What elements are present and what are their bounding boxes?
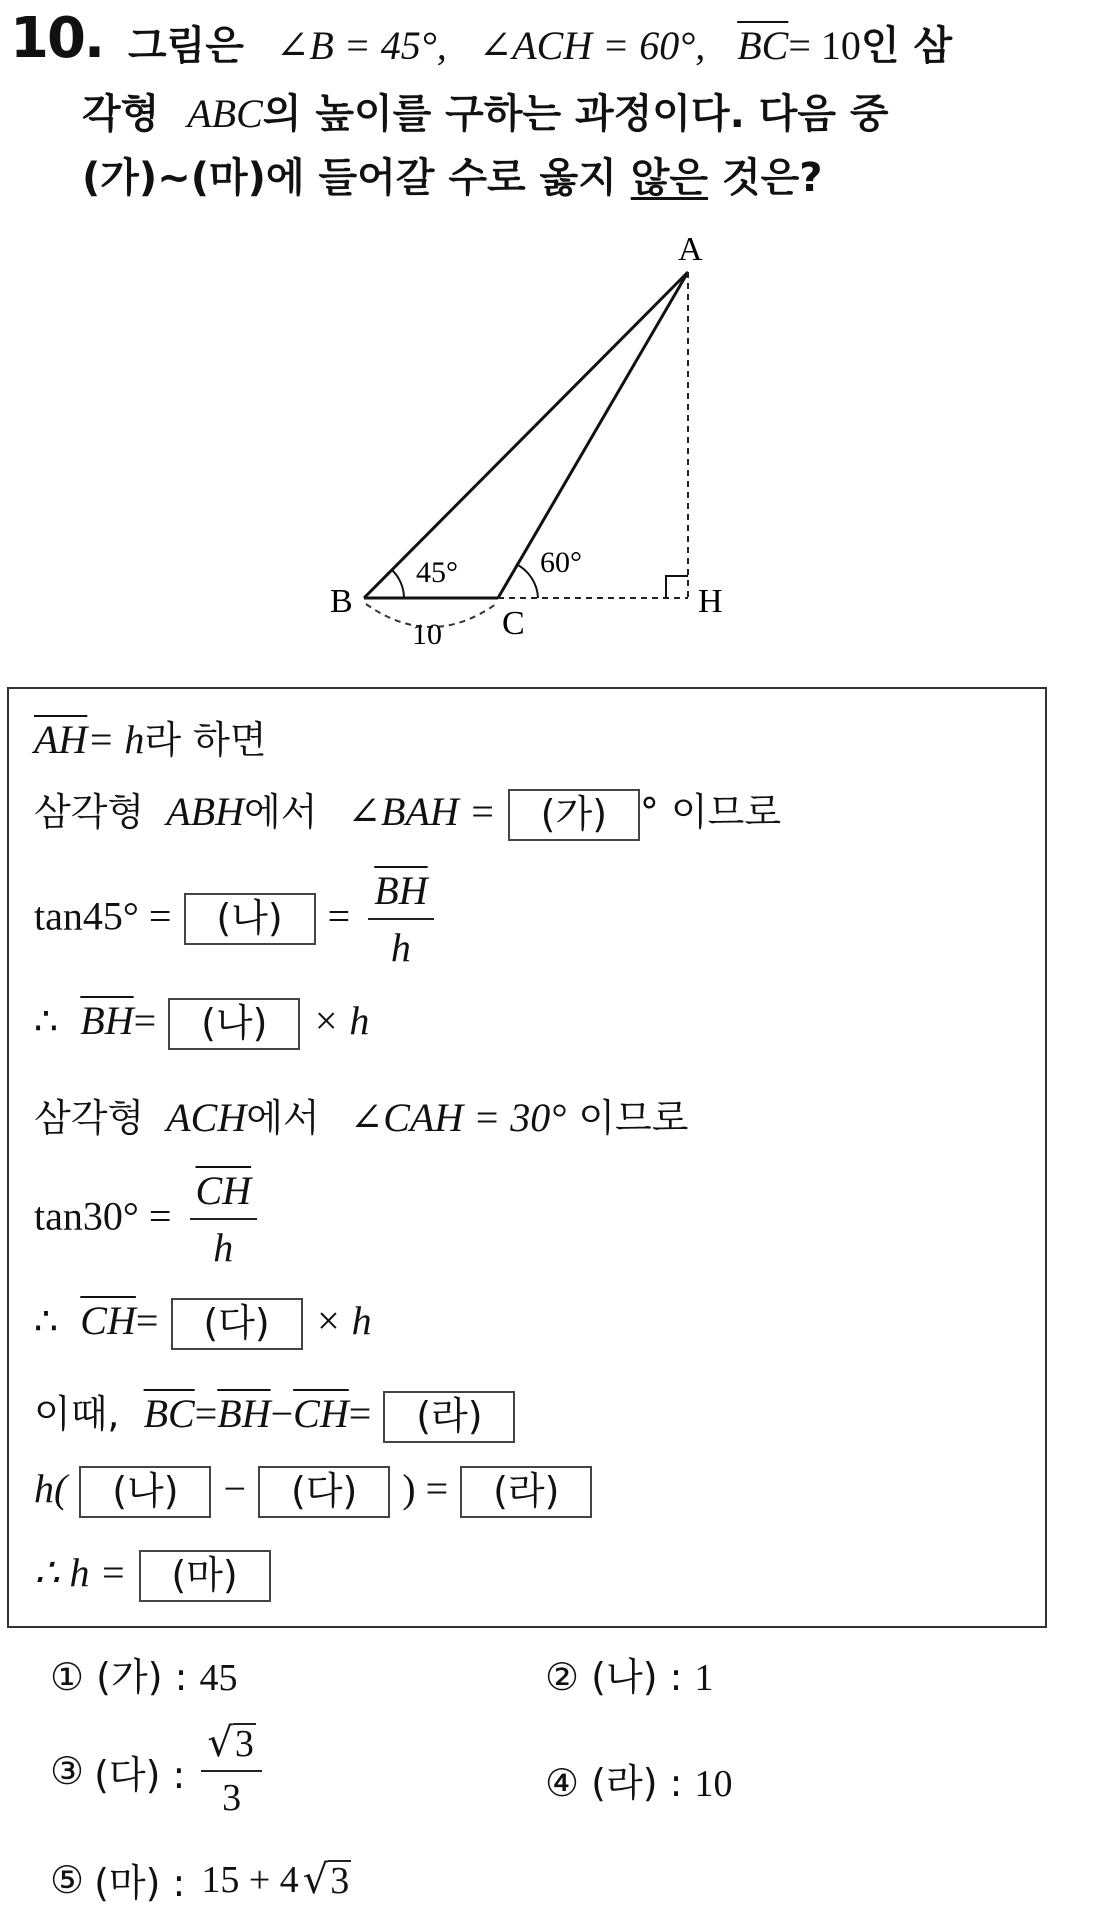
fraction-numerator: $\overline{CH}$ [195, 1168, 252, 1213]
question-text: (가)~(마)에 들어갈 수로 옳지 [82, 155, 617, 201]
h-open-paren: h( [34, 1466, 68, 1511]
proof-line-4 [34, 997, 369, 1050]
angle-b-label: 45° [416, 556, 458, 589]
question-text: 인 삼 [860, 23, 953, 69]
segment-bh: $\overline{BH}$ [217, 1391, 271, 1436]
times-h: × h [312, 998, 370, 1043]
option-mark: ⑤ [50, 1857, 85, 1902]
segment-ch: $\overline{CH}$ [80, 1298, 136, 1343]
triangle-abh: ABH [166, 789, 244, 834]
fraction-denominator: h [390, 925, 411, 970]
segment-ah: $\overline{AH}$ [34, 717, 88, 762]
close-paren-equals: ) = [402, 1466, 449, 1511]
question-text: 것은? [721, 155, 823, 201]
radical-sign: √ [207, 1720, 233, 1766]
equals-sign: = [348, 1391, 372, 1436]
option-label: (가) : [96, 1655, 188, 1699]
condition-bc-value: = 10 [788, 23, 861, 68]
fraction-denominator: h [213, 1225, 234, 1270]
tan45-label: tan45° = [34, 893, 172, 939]
blank-da: (다) [258, 1466, 390, 1518]
option-label: (마) : [94, 1861, 186, 1905]
proof-line-9 [34, 1465, 592, 1518]
question-number: 10. [10, 6, 104, 71]
segment-ch: $\overline{CH}$ [293, 1391, 349, 1436]
condition-segment-bc: $\overline{BC}$ [737, 23, 789, 68]
angle-c-label: 60° [540, 546, 582, 579]
option-mark: ④ [545, 1761, 580, 1805]
segment-bh: $\overline{BH}$ [80, 998, 134, 1043]
equals-sign: = [135, 1298, 159, 1343]
equals-sign: = [327, 893, 351, 939]
segment-bc: $\overline{BC}$ [143, 1391, 195, 1436]
proof-text: 이므로 [578, 1096, 689, 1140]
equals-h: = h [87, 717, 145, 762]
equals-sign: = [133, 998, 157, 1043]
fraction-ch-over-h [190, 1167, 258, 1271]
therefore-symbol: ∴ [34, 1299, 59, 1343]
proof-text: 에서 [243, 790, 318, 834]
times-h: × h [314, 1298, 372, 1343]
proof-line-6 [34, 1167, 263, 1271]
question-text: 각형 [82, 91, 160, 137]
proof-line-1 [34, 709, 267, 764]
blank-da: (다) [171, 1298, 303, 1350]
triangle-ach: ACH [166, 1095, 247, 1140]
question-line-3 [82, 146, 822, 203]
proof-text: 삼각형 [34, 1096, 145, 1140]
fraction-numerator: $\overline{BH}$ [374, 868, 428, 913]
option-mark: ③ [50, 1749, 85, 1793]
blank-ra: (라) [460, 1466, 592, 1518]
option-4[interactable] [545, 1752, 733, 1807]
proof-text: 라 하면 [144, 718, 267, 762]
proof-line-7 [34, 1297, 372, 1350]
option-label: (다) : [94, 1752, 186, 1797]
question-line-1 [128, 14, 952, 71]
fraction-denominator: 3 [222, 1777, 242, 1819]
right-angle-mark [666, 576, 688, 598]
option-5[interactable] [50, 1852, 351, 1907]
proof-line-2 [34, 781, 781, 841]
triangle-figure [300, 220, 760, 650]
fraction-bh-over-h [368, 867, 433, 971]
condition-angle-ach: ∠ACH = 60°, [478, 23, 706, 68]
option-2[interactable] [545, 1646, 714, 1701]
blank-na: (나) [168, 998, 300, 1050]
blank-ra: (라) [383, 1391, 515, 1443]
option-mark: ② [545, 1655, 580, 1699]
option-value: 1 [694, 1657, 714, 1699]
angle-bah: ∠BAH = [347, 789, 496, 834]
option-value: 10 [694, 1763, 733, 1805]
proof-text: 삼각형 [34, 790, 145, 834]
minus-sign: − [270, 1391, 294, 1436]
sqrt-expression [302, 1856, 352, 1903]
radicand: 3 [234, 1723, 254, 1765]
option-value: 45 [199, 1657, 238, 1699]
vertex-label-h: H [698, 583, 723, 620]
option-value-fraction [201, 1722, 262, 1820]
option-mark: ① [50, 1655, 85, 1699]
tan30-label: tan30° = [34, 1193, 172, 1239]
vertex-label-c: C [502, 605, 525, 642]
question-text: 그림은 [128, 23, 244, 69]
blank-ma: (마) [139, 1550, 271, 1602]
angle-cah: ∠CAH = 30° [349, 1095, 567, 1140]
proof-line-5 [34, 1087, 688, 1142]
proof-text: 에서 [246, 1096, 320, 1140]
question-text: 의 높이를 구하는 과정이다. 다음 중 [262, 91, 889, 137]
option-label: (나) : [591, 1655, 683, 1699]
triangle-name: ABC [187, 91, 263, 136]
blank-na: (나) [79, 1466, 211, 1518]
option-value-prefix: 15 + 4 [201, 1858, 299, 1901]
vertex-label-b: B [330, 583, 353, 620]
emphasis-not-correct: 않은 [630, 155, 709, 201]
proof-line-3 [34, 867, 440, 971]
option-1[interactable] [50, 1646, 238, 1701]
proof-text: ° 이므로 [639, 790, 782, 834]
minus-sign: − [223, 1466, 247, 1511]
proof-line-8 [34, 1383, 515, 1443]
therefore-h-equals: ∴ h = [34, 1550, 127, 1595]
proof-line-10 [34, 1549, 271, 1602]
therefore-symbol: ∴ [34, 999, 59, 1043]
option-label: (라) : [591, 1761, 683, 1805]
radical-sign: √ [302, 1856, 329, 1903]
proof-text: 이때, [34, 1392, 120, 1436]
radicand: 3 [330, 1859, 350, 1902]
question-line-2 [82, 82, 889, 139]
vertex-label-a: A [678, 231, 703, 268]
sqrt-expression [207, 1720, 256, 1766]
condition-angle-b: ∠B = 45°, [275, 23, 447, 68]
blank-ga: (가) [508, 789, 640, 841]
option-3[interactable] [50, 1722, 268, 1820]
proof-box [7, 687, 1047, 1628]
angle-c-arc [516, 564, 538, 598]
angle-b-arc [392, 570, 404, 598]
equals-sign: = [194, 1391, 218, 1436]
blank-na: (나) [184, 893, 316, 945]
bc-length-label: 10 [412, 618, 442, 650]
